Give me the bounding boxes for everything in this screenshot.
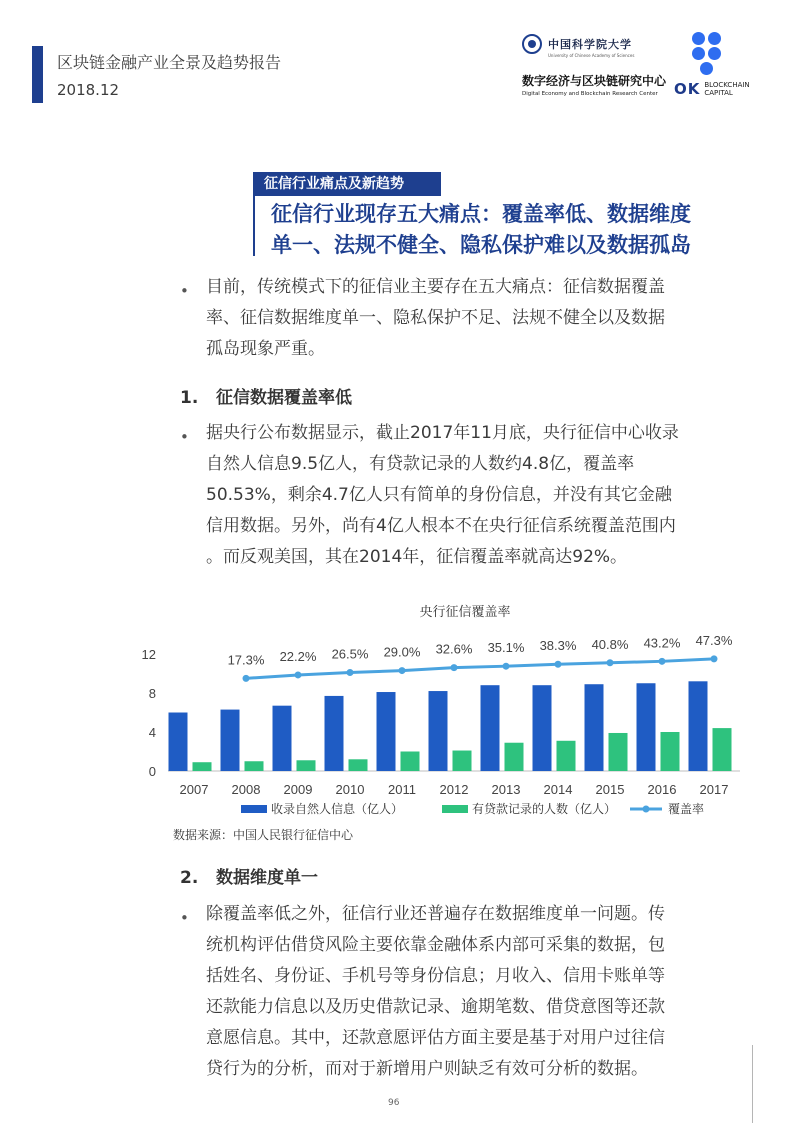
coverage-point: [659, 658, 666, 665]
x-tick-label: 2017: [699, 782, 729, 797]
y-tick-label: 0: [148, 764, 156, 779]
paragraph-line: 50.53%，剩余4.7亿人只有简单的身份信息，并没有其它金融: [206, 485, 672, 505]
page-edge-line: [752, 1045, 753, 1123]
bar-loan-records: [609, 733, 628, 771]
chart-source-note: 数据来源：中国人民银行征信中心: [173, 828, 354, 842]
bar-loan-records: [245, 761, 264, 771]
x-tick-label: 2010: [335, 782, 365, 797]
chart-title: 央行征信覆盖率: [419, 604, 511, 619]
legend-swatch-natural-persons: [241, 805, 267, 813]
legend-swatch-coverage-point: [643, 806, 650, 813]
ok-wordmark: OK: [674, 80, 701, 98]
paragraph-line: 贷行为的分析，而对于新增用户则缺乏有效可分析的数据。: [206, 1059, 648, 1079]
logo-dot-icon: [700, 62, 713, 75]
section-headline: [271, 199, 691, 261]
paragraph-line: 还款能力信息以及历史借款记录、逾期笔数、借贷意图等还款: [206, 997, 665, 1017]
point2-heading: [180, 863, 318, 888]
research-center-name: 数字经济与区块链研究中心: [522, 74, 667, 88]
coverage-data-label: 38.3%: [539, 638, 577, 654]
coverage-data-label: 29.0%: [383, 644, 421, 660]
x-tick-label: 2015: [595, 782, 625, 797]
paragraph-line: 意愿信息。其中，还款意愿评估方面主要是基于对用户过往信: [206, 1028, 665, 1048]
ok-wordmark-line1: BLOCKCHAIN: [704, 81, 750, 89]
point2-title: 数据维度单一: [216, 868, 318, 888]
bar-natural-persons: [377, 692, 396, 771]
legend-label: 覆盖率: [668, 802, 705, 816]
bar-loan-records: [713, 728, 732, 771]
x-tick-label: 2016: [647, 782, 677, 797]
x-tick-label: 2008: [231, 782, 261, 797]
ok-blockchain-logo: [668, 32, 758, 102]
coverage-point: [555, 661, 562, 668]
bar-loan-records: [505, 743, 524, 771]
x-tick-label: 2007: [179, 782, 209, 797]
logo-dot-icon: [708, 47, 721, 60]
coverage-chart: [140, 598, 750, 823]
coverage-data-label: 26.5%: [331, 646, 369, 662]
paragraph-line: 除覆盖率低之外，征信行业还普遍存在数据维度单一问题。传: [206, 904, 665, 924]
x-tick-label: 2012: [439, 782, 469, 797]
paragraph-line: 统机构评估借贷风险主要依靠金融体系内部可采集的数据，包: [206, 935, 665, 955]
headline-line: 单一、法规不健全、隐私保护难以及数据孤岛: [271, 233, 691, 257]
legend-label: 有贷款记录的人数（亿人）: [472, 802, 617, 816]
bar-natural-persons: [273, 706, 292, 771]
bar-natural-persons: [481, 685, 500, 771]
bar-loan-records: [453, 751, 472, 771]
paragraph-line: 括姓名、身份证、手机号等身份信息；月收入、信用卡账单等: [206, 966, 665, 986]
coverage-point: [399, 667, 406, 674]
logo-dot-icon: [708, 32, 721, 45]
bar-loan-records: [349, 759, 368, 771]
legend-label: 收录自然人信息（亿人）: [271, 802, 404, 816]
bullet-icon: •: [180, 428, 189, 446]
ucas-subtitle: University of Chinese Academy of Sciences: [548, 53, 635, 58]
ucas-emblem-icon: [522, 34, 542, 54]
bar-natural-persons: [689, 681, 708, 771]
bar-loan-records: [557, 741, 576, 771]
point1-paragraph: [206, 418, 679, 573]
y-tick-label: 12: [141, 647, 156, 662]
header-accent-bar: [32, 46, 43, 103]
report-title: 区块链金融产业全景及趋势报告: [57, 53, 282, 72]
coverage-point: [347, 669, 354, 676]
coverage-data-label: 17.3%: [227, 652, 265, 668]
coverage-point: [503, 663, 510, 670]
coverage-point: [243, 675, 250, 682]
coverage-data-label: 40.8%: [591, 636, 629, 652]
coverage-point: [295, 671, 302, 678]
paragraph-line: 率、征信数据维度单一、隐私保护不足、法规不健全以及数据: [206, 308, 665, 328]
bar-natural-persons: [169, 713, 188, 772]
paragraph-line: 据央行公布数据显示，截止2017年11月底，央行征信中心收录: [206, 423, 679, 443]
coverage-data-label: 35.1%: [487, 640, 525, 656]
bullet-icon: •: [180, 909, 189, 927]
bar-loan-records: [661, 732, 680, 771]
paragraph-line: 孤岛现象严重。: [206, 339, 325, 359]
x-tick-label: 2013: [491, 782, 521, 797]
bar-natural-persons: [325, 696, 344, 771]
logo-dot-icon: [692, 47, 705, 60]
bar-natural-persons: [533, 685, 552, 771]
bar-loan-records: [297, 760, 316, 771]
paragraph-line: 。而反观美国，其在2014年，征信覆盖率就高达92%。: [206, 547, 628, 567]
paragraph-line: 自然人信息9.5亿人，有贷款记录的人数约4.8亿，覆盖率: [206, 454, 635, 474]
report-date: 2018.12: [57, 81, 120, 99]
bullet-icon: •: [180, 282, 189, 300]
point1-title: 征信数据覆盖率低: [216, 388, 352, 408]
section-tag: 征信行业痛点及新趋势: [255, 172, 441, 196]
y-tick-label: 4: [148, 725, 156, 740]
y-tick-label: 8: [148, 686, 156, 701]
ucas-name: 中国科学院大学: [548, 38, 632, 51]
bar-natural-persons: [221, 710, 240, 771]
headline-line: 征信行业现存五大痛点：覆盖率低、数据维度: [271, 202, 691, 226]
legend-swatch-loan-records: [442, 805, 468, 813]
bar-loan-records: [193, 762, 212, 771]
coverage-data-label: 22.2%: [279, 648, 317, 664]
coverage-point: [607, 659, 614, 666]
point1-heading: [180, 383, 352, 408]
x-tick-label: 2011: [388, 782, 416, 797]
research-center-en: Digital Economy and Blockchain Research Center: [522, 91, 658, 97]
point2-paragraph: [206, 899, 665, 1085]
point1-number: 1.: [180, 388, 199, 408]
intro-paragraph: [206, 272, 665, 365]
ucas-logo: [522, 34, 667, 104]
point2-number: 2.: [180, 868, 199, 888]
bar-natural-persons: [637, 683, 656, 771]
page-number: 96: [388, 1098, 400, 1108]
bar-natural-persons: [429, 691, 448, 771]
x-tick-label: 2009: [283, 782, 313, 797]
bar-loan-records: [401, 752, 420, 772]
coverage-data-label: 43.2%: [643, 635, 681, 651]
bar-natural-persons: [585, 684, 604, 771]
coverage-data-label: 32.6%: [435, 641, 473, 657]
paragraph-line: 目前，传统模式下的征信业主要存在五大痛点：征信数据覆盖: [206, 277, 665, 297]
coverage-data-label: 47.3%: [695, 632, 733, 648]
paragraph-line: 信用数据。另外，尚有4亿人根本不在央行征信系统覆盖范围内: [206, 516, 676, 536]
logo-dot-icon: [692, 32, 705, 45]
coverage-point: [451, 664, 458, 671]
coverage-point: [711, 655, 718, 662]
ok-wordmark-line2: CAPITAL: [704, 89, 733, 97]
x-tick-label: 2014: [543, 782, 573, 797]
